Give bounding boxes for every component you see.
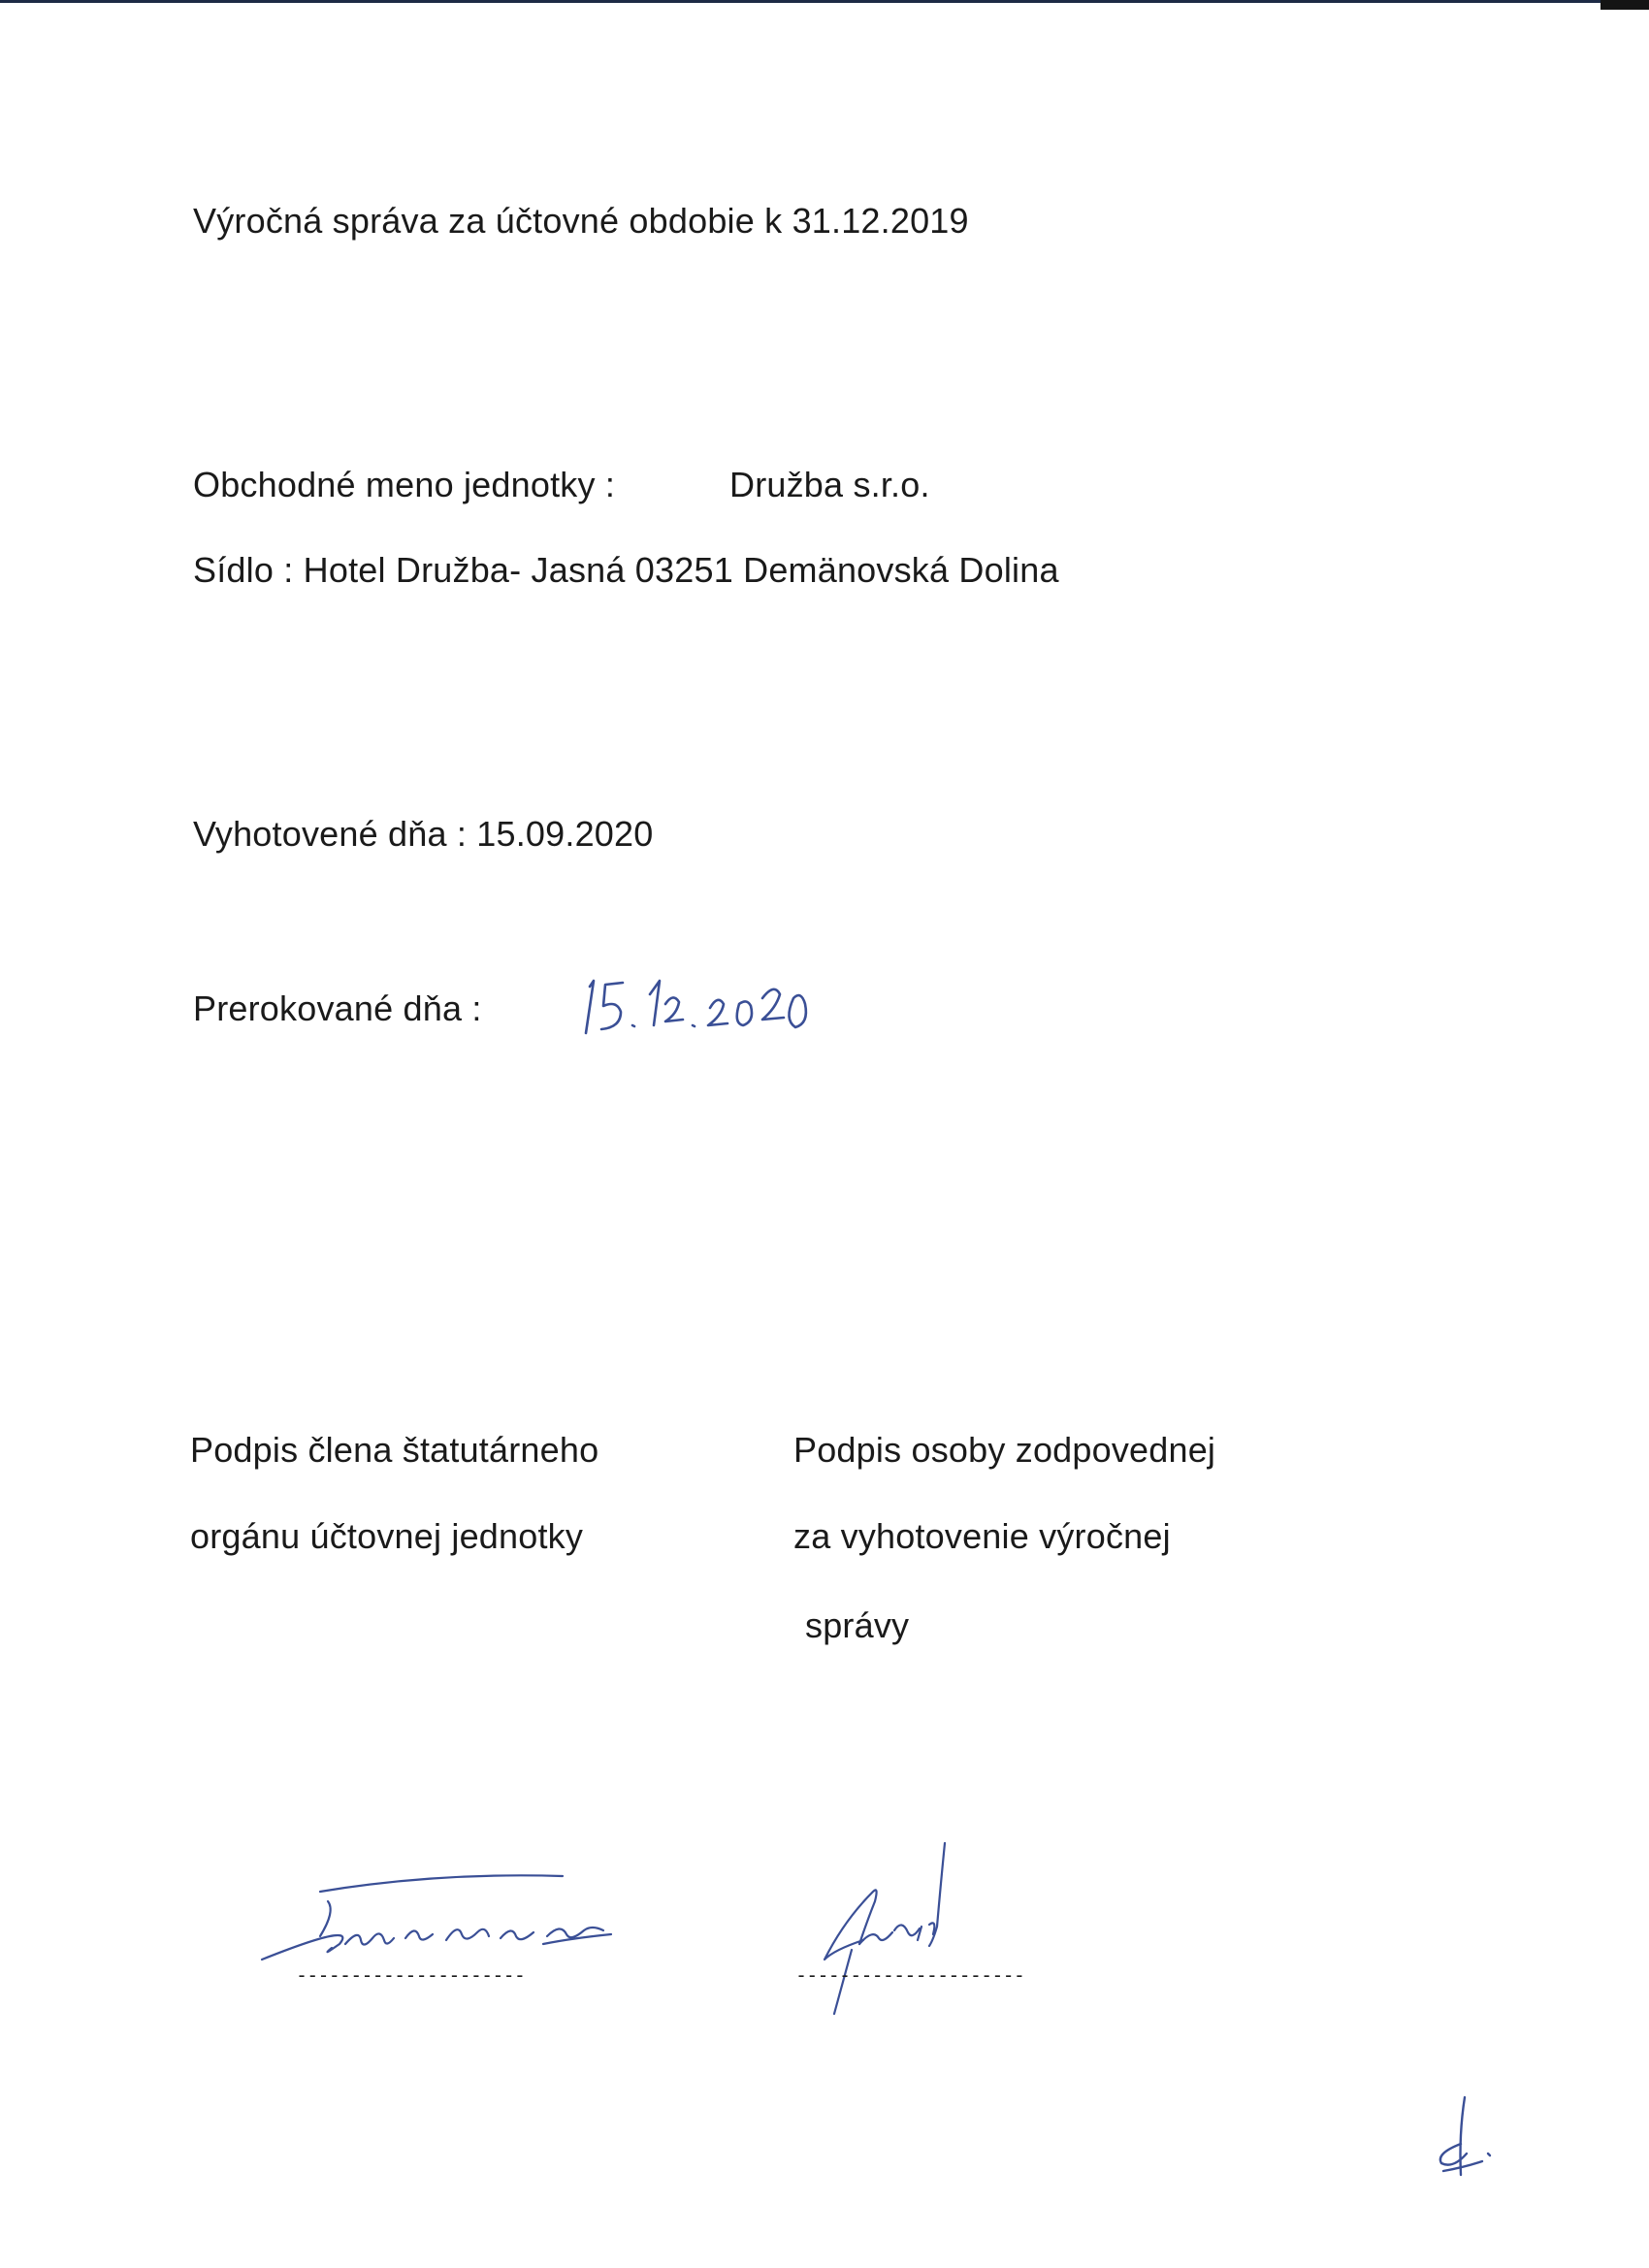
company-name-value: Družba s.r.o. bbox=[729, 465, 930, 504]
company-name-label: Obchodné meno jednotky : bbox=[193, 465, 616, 504]
scan-corner-mark bbox=[1600, 0, 1649, 10]
prepared-date: Vyhotovené dňa : 15.09.2020 bbox=[193, 814, 654, 854]
discussed-date-label: Prerokované dňa : bbox=[193, 988, 482, 1028]
scan-edge-line bbox=[0, 0, 1600, 3]
right-signature-caption: Podpis osoby zodpovednej bbox=[793, 1430, 1216, 1470]
right-handwritten-signature bbox=[766, 1824, 999, 2018]
handwritten-discussed-date bbox=[572, 965, 824, 1062]
handwritten-initial-mark bbox=[1426, 2086, 1513, 2192]
right-signature-line: --------------------- bbox=[795, 1963, 1025, 1987]
left-signature-line: --------------------- bbox=[296, 1963, 526, 1987]
left-signature-caption: Podpis člena štatutárneho bbox=[190, 1430, 599, 1470]
document-title: Výročná správa za účtovné obdobie k 31.12.2019 bbox=[193, 201, 969, 241]
left-signature-caption: orgánu účtovnej jednotky bbox=[190, 1516, 584, 1556]
right-signature-caption: za vyhotovenie výročnej bbox=[793, 1516, 1171, 1556]
registered-seat: Sídlo : Hotel Družba- Jasná 03251 Demänovská Dolina bbox=[193, 550, 1059, 590]
right-signature-caption: správy bbox=[805, 1605, 910, 1645]
